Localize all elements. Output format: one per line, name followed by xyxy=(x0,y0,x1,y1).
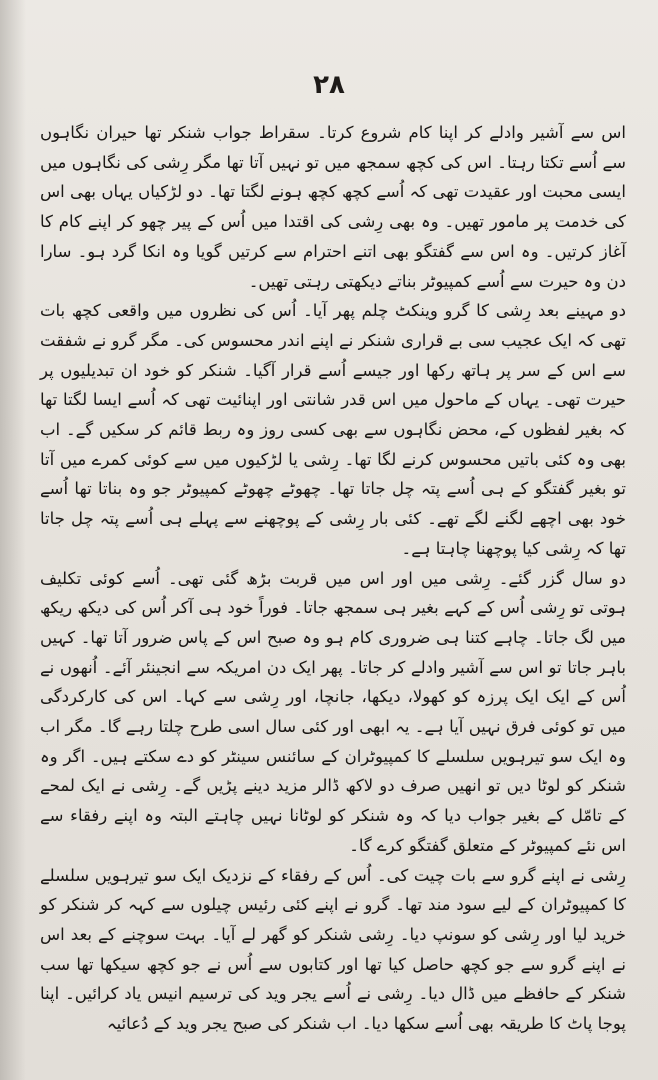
page-number: ۲۸ xyxy=(313,70,345,100)
paragraph-2: دو مہینے بعد رِشی کا گرو وینکٹ چلم پھر آیا۔ اُس کی نظروں میں واقعی کچھ بات تھی کہ ایک عجیب سی بے قراری شنکر نے اپنے اندر محسوس کی۔ مگر گرو نے شفقت سے اس کے سر پر ہاتھ رکھا اور جیسے اُسے قرار آگیا۔ شنکر کو خود ان تبدیلیوں پر حیرت تھی۔ یہاں کے ماحول میں اس قدر شانتی اور اپنائیت تھی کہ اُسے ایسا لگتا تھا کہ بغیر لفظوں کے، محض نگاہوں سے بھی کسی روز وہ ربط قائم کر سکیں گے۔ اب بھی وہ کئی باتیں محسوس کرنے لگا تھا۔ رِشی یا لڑکیوں میں سے کوئی کمرے میں آتا تو بغیر گفتگو کے ہی اُسے پتہ چل جاتا تھا۔ چھوٹے چھوٹے کمپیوٹر جو وہ بناتا تھا اُسے خود بھی اچھے لگنے لگے تھے۔ کئی بار رِشی کے پوچھنے سے پہلے ہی اُسے پتہ چل جاتا تھا کہ رِشی کیا پوچھنا چاہتا ہے۔ xyxy=(40,301,626,558)
paragraph-4: رِشی نے اپنے گرو سے بات چیت کی۔ اُس کے رفقاء کے نزدیک ایک سو تیرہویں سلسلے کا کمپیوٹران کے لیے سود مند تھا۔ گرو نے اپنے کئی رئیس چیلوں سے کہہ کر شنکر کو خرید لیا اور رِشی کو سونپ دیا۔ رِشی شنکر کو گھر لے آیا۔ بہت سوچنے کے بعد اس نے اپنے گرو سے جو کچھ حاصل کیا تھا اور کتابوں سے اُس نے جو کچھ سیکھا تھا سب شنکر کے حافظے میں ڈال دیا۔ رِشی نے اُسے یجر وید کی ترسیم انیس یاد کرائیں۔ اپنا پوجا پاٹ کا طریقہ بھی اُسے سکھا دیا۔ اب شنکر کی صبح یجر وید کے دُعائیہ xyxy=(40,865,626,1034)
paragraph-1: اس سے آشیر وادلے کر اپنا کام شروع کرتا۔ سقراط جواب شنکر تھا حیران نگاہوں سے اُسے تکتا رہتا۔ اس کی کچھ سمجھ میں تو نہیں آتا تھا مگر رِشی کی نگاہوں میں ایسی محبت اور عقیدت تھی کہ اُسے کچھ کچھ ہونے لگتا تھا۔ دو لڑکیاں یہاں بھی اس کی خدمت پر مامور تھیں۔ وہ بھی رِشی کی اقتدا میں اُس کے پیر چھو کر اپنے کام کا آغاز کرتیں۔ وہ اس سے گفتگو بھی اتنے احترام سے کرتیں گویا وہ انکا گرد ہو۔ سارا دن وہ حیرت سے اُسے کمپیوٹر بناتے دیکھتی رہتی تھیں۔ xyxy=(40,123,626,291)
paragraph-3: دو سال گزر گئے۔ رِشی میں اور اس میں قربت بڑھ گئی تھی۔ اُسے کوئی تکلیف ہوتی تو رِشی اُس کے کہے بغیر ہی سمجھ جاتا۔ فوراً خود ہی آکر اُس کی دیکھ ریکھ میں لگ جاتا۔ چاہے کتنا ہی ضروری کام ہو وہ صبح اس کے پاس ضرور آتا تھا۔ کہیں باہر جاتا تو اس سے آشیر وادلے کر جاتا۔ پھر ایک دن امریکہ سے انجینئر آئے۔ اُنھوں نے اُس کے ایک ایک پرزہ کو کھولا، دیکھا، جانچا، اور رِشی سے کہا۔ اس کی کارکردگی میں تو کوئی فرق نہیں آیا ہے۔ یہ ابھی اور کئی سال اسی طرح چلتا رہے گا۔ مگر اب وہ ایک سو تیرہویں سلسلے کا کمپیوٹران کے سائنس سینٹر کو دے سکتے ہیں۔ اگر وہ شنکر کو لوٹا دیں تو انھیں صرف دو لاکھ ڈالر مزید دینے پڑیں گے۔ رِشی نے ایک لمحے کے تامّل کے بغیر جواب دیا کہ وہ شنکر کو لوٹانا نہیں چاہتے البتہ وہ اپنے رفقاء سے اس نئے کمپیوٹر کے متعلق گفتگو کرے گا۔ xyxy=(40,568,626,855)
page-gutter-shadow xyxy=(0,0,26,1080)
page-body-text xyxy=(40,118,626,1039)
